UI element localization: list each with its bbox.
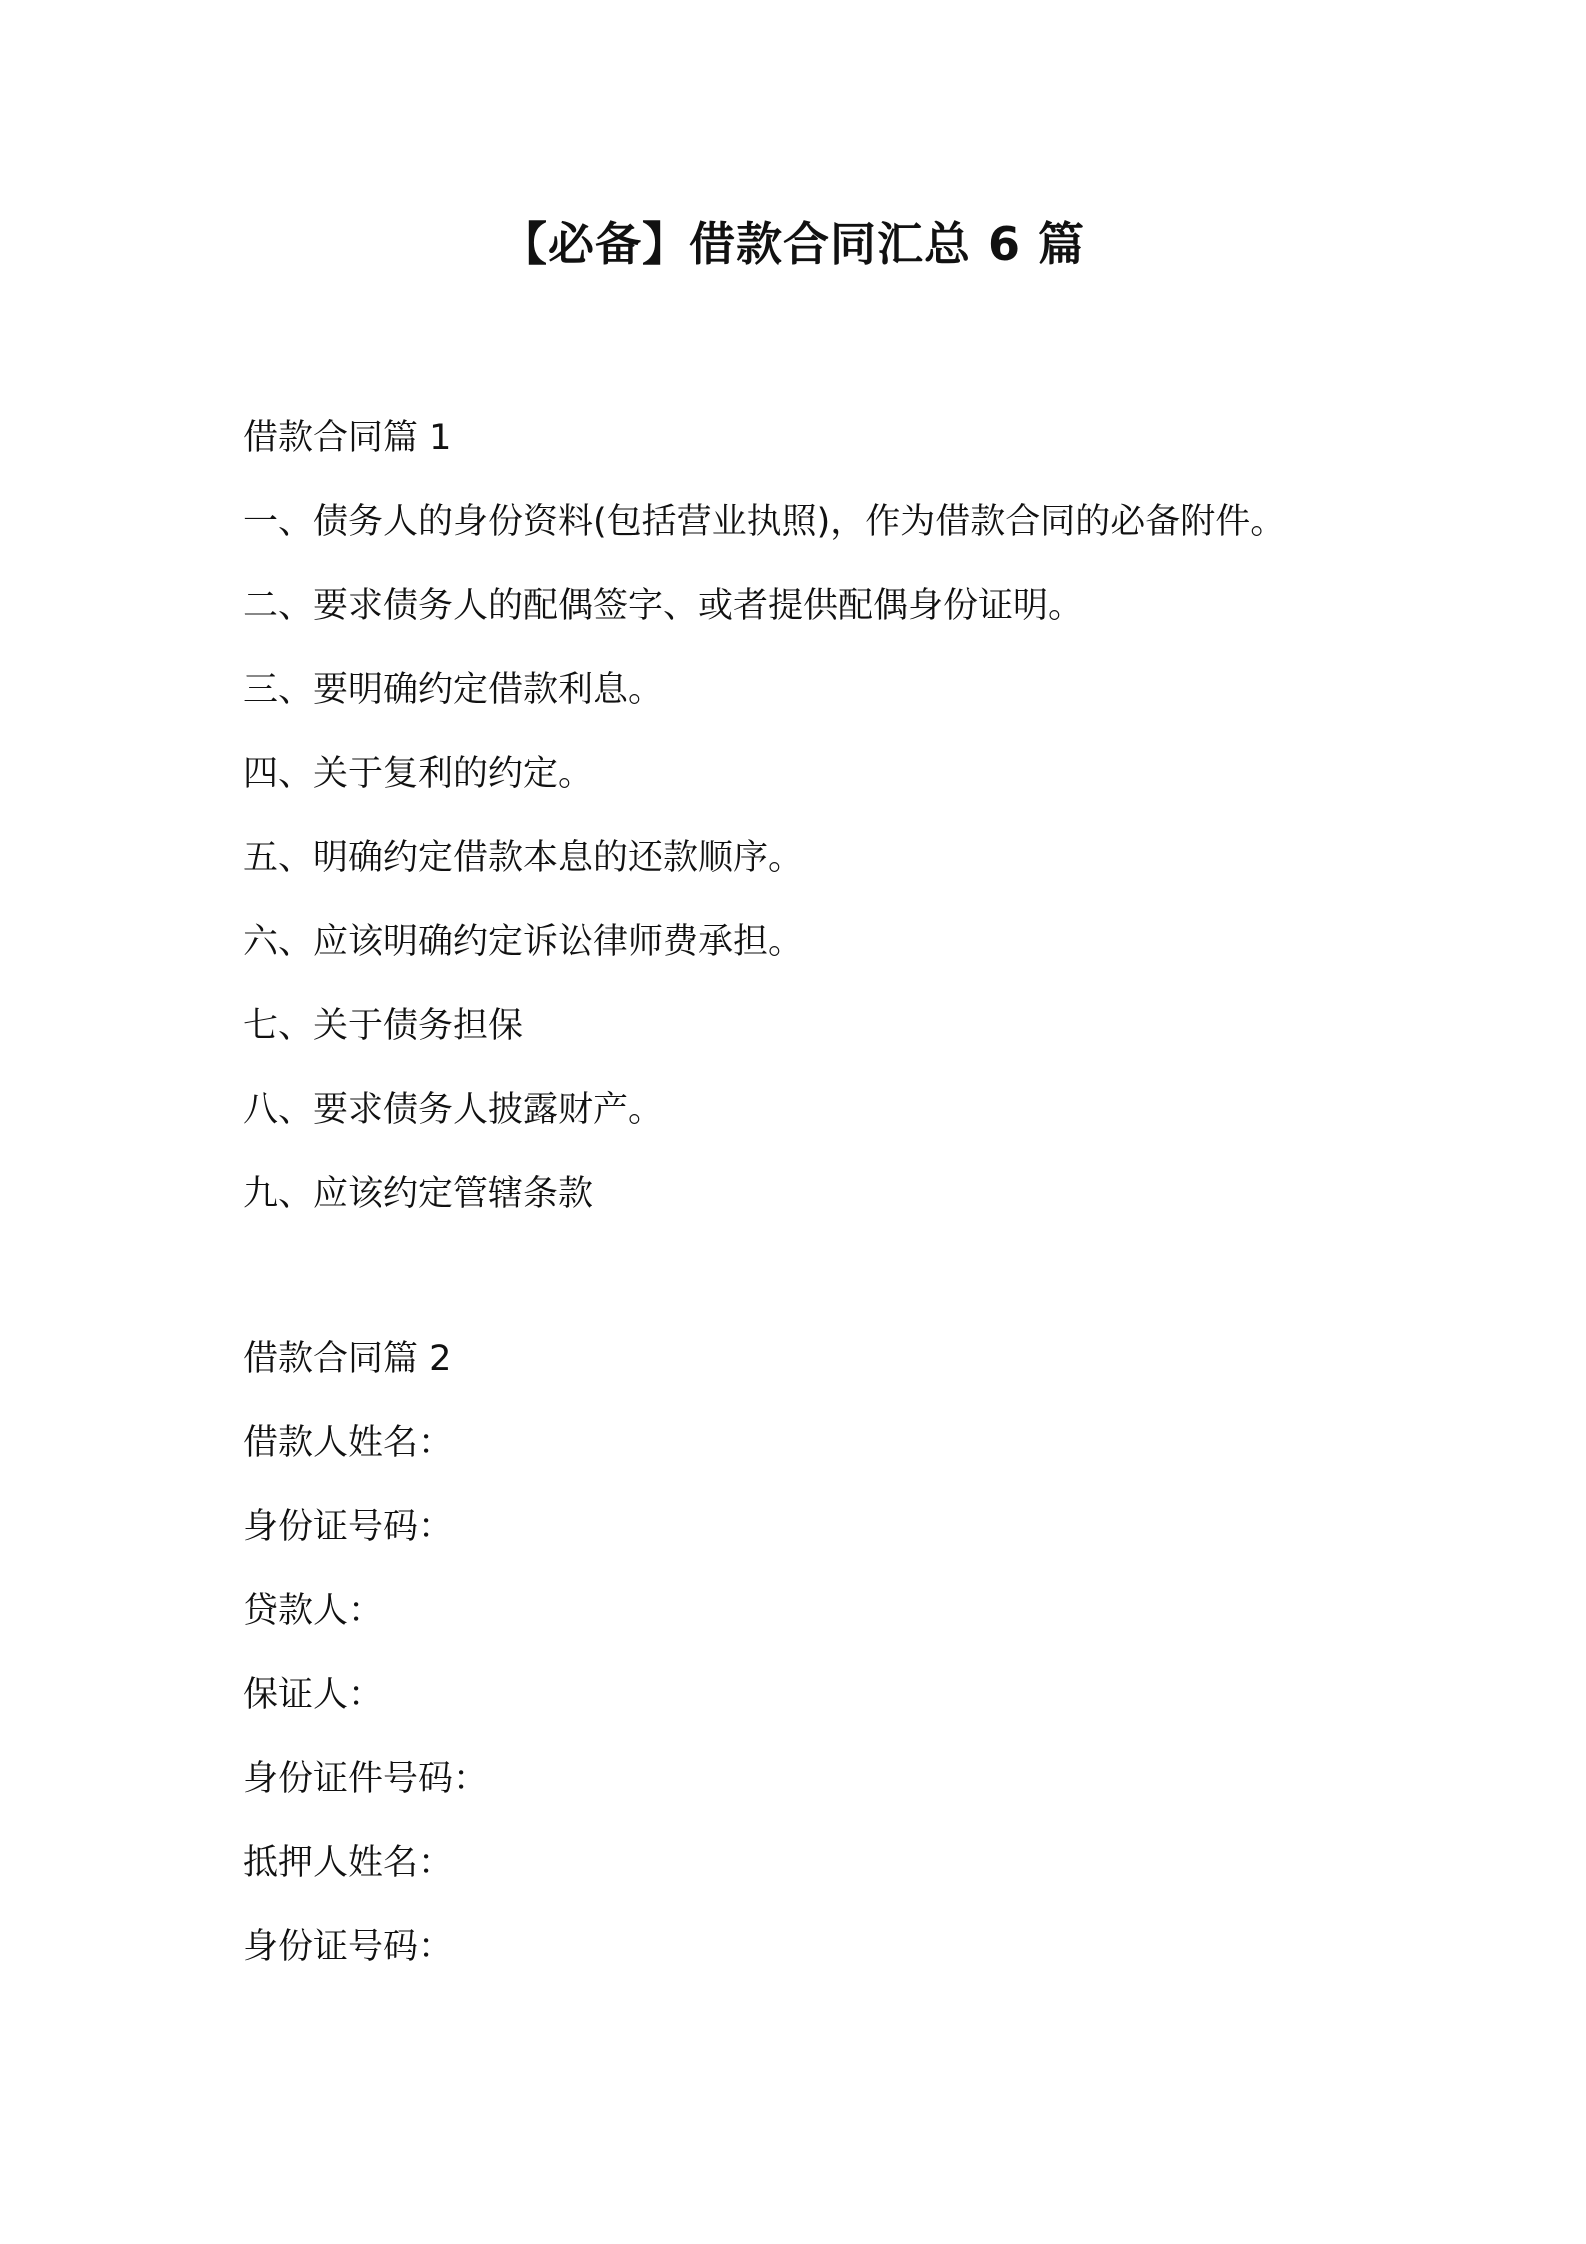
list-item: 二、要求债务人的配偶签字、或者提供配偶身份证明。	[243, 586, 1084, 626]
list-item: 五、明确约定借款本息的还款顺序。	[243, 838, 804, 878]
list-item: 七、关于债务担保	[243, 1006, 524, 1046]
form-field-label: 身份证件号码：	[243, 1759, 489, 1799]
section-heading: 借款合同篇 2	[243, 1339, 452, 1379]
form-field-label: 借款人姓名：	[243, 1423, 454, 1463]
list-item: 四、关于复利的约定。	[243, 754, 594, 794]
list-item: 一、债务人的身份资料(包括营业执照)，作为借款合同的必备附件。	[243, 502, 1286, 542]
list-item: 八、要求债务人披露财产。	[243, 1090, 664, 1130]
contract-section-2	[243, 1317, 1443, 1989]
section-heading: 借款合同篇 1	[243, 418, 452, 458]
form-field-label: 贷款人：	[243, 1591, 384, 1631]
form-field-label: 抵押人姓名：	[243, 1843, 454, 1883]
form-field-label: 保证人：	[243, 1675, 384, 1715]
list-item: 九、应该约定管辖条款	[243, 1174, 594, 1214]
contract-section-1	[243, 396, 1443, 1236]
list-item: 三、要明确约定借款利息。	[243, 670, 664, 710]
document-title: 【必备】借款合同汇总 6 篇	[500, 217, 1086, 271]
list-item: 六、应该明确约定诉讼律师费承担。	[243, 922, 804, 962]
form-field-label: 身份证号码：	[243, 1927, 454, 1967]
form-field-label: 身份证号码：	[243, 1507, 454, 1547]
